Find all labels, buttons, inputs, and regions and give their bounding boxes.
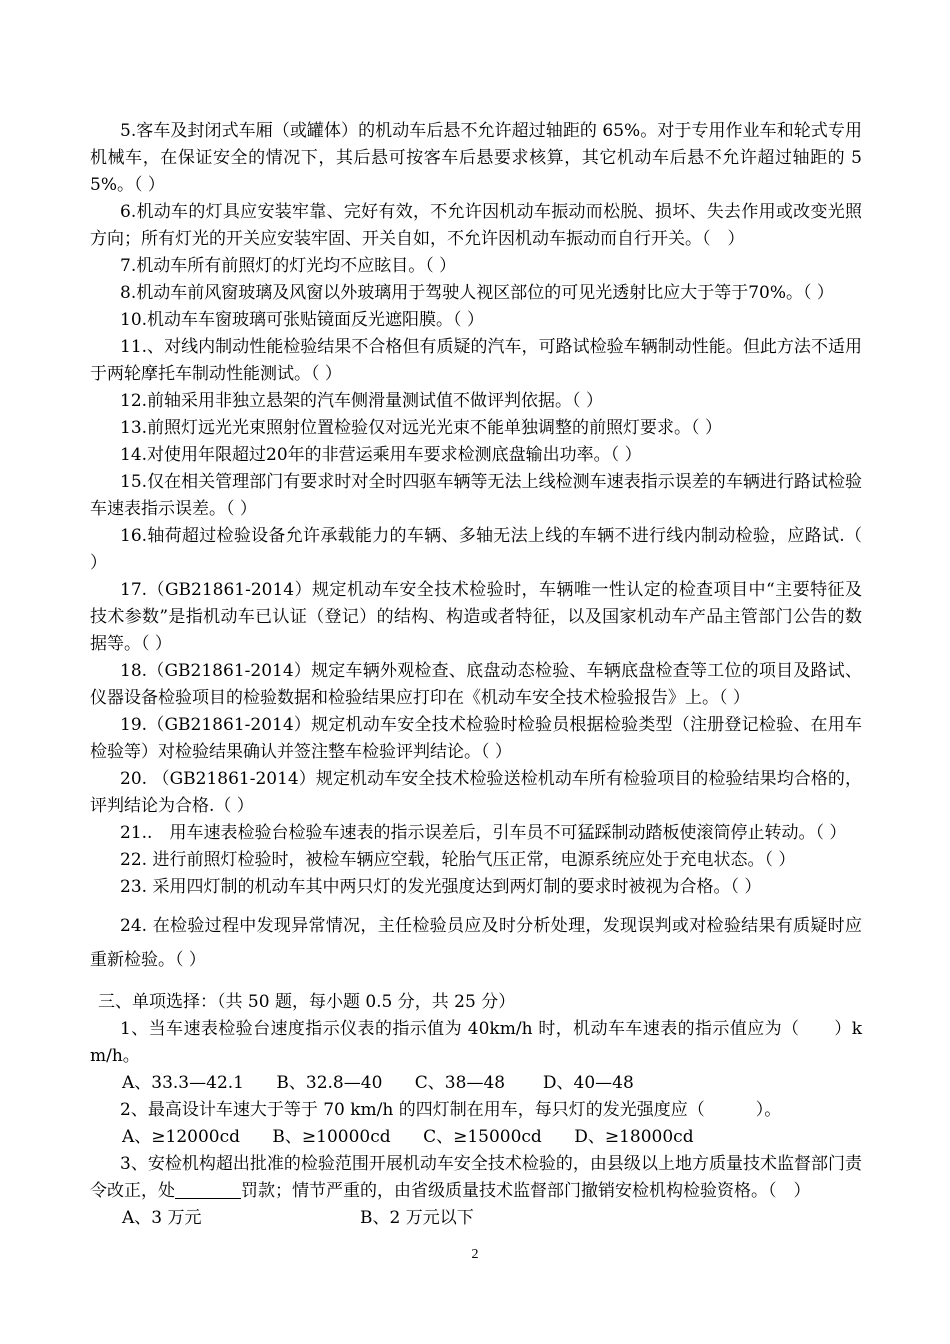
question-18: 18.（GB21861-2014）规定车辆外观检查、底盘动态检验、车辆底盘检查等工位的项目及路试、仪器设备检验项目的检验数据和检验结果应打印在《机动车安全技术检验报告》上。（ ） — [90, 661, 862, 708]
option-b: B、2 万元以下 — [360, 1208, 474, 1228]
answer-blank — [175, 1180, 241, 1199]
question-8: 8.机动车前风窗玻璃及风窗以外玻璃用于驾驶人视区部位的可见光透射比应大于等于70%。（ ） — [120, 283, 834, 303]
question-6: 6.机动车的灯具应安装牢靠、完好有效，不允许因机动车振动而松脱、损坏、失去作用或改变光照方向；所有灯光的开关应安装牢固、开关自如，不允许因机动车振动而自行开关。（ ） — [90, 202, 862, 249]
question-13: 13.前照灯远光光束照射位置检验仅对远光光束不能单独调整的前照灯要求。（ ） — [120, 418, 722, 438]
question-5: 5.客车及封闭式车厢（或罐体）的机动车后悬不允许超过轴距的 65%。对于专用作业车和轮式专用机械车，在保证安全的情况下，其后悬可按客车后悬要求核算，其它机动车后悬不允许超过轴距的 55%。（ ） — [90, 121, 862, 195]
question-21: 21.. 用车速表检验台检验车速表的指示误差后，引车员不可猛踩制动踏板使滚筒停止转动。（ ） — [120, 823, 847, 843]
question-14: 14.对使用年限超过20年的非营运乘用车要求检测底盘输出功率。（ ） — [120, 445, 642, 465]
question-24: 24. 在检验过程中发现异常情况，主任检验员应及时分析处理，发现误判或对检验结果有质疑时应重新检验。（ ） — [90, 916, 862, 970]
question-16: 16.轴荷超过检验设备允许承载能力的车辆、多轴无法上线的车辆不进行线内制动检验，应路试.（ ） — [90, 526, 862, 573]
question-12: 12.前轴采用非独立悬架的汽车侧滑量测试值不做评判依据。（ ） — [120, 391, 603, 411]
mc-question-3-text-before: 3、安检机构超出批准的检验范围开展机动车安全技术检验的，由县级以上地方质量技术监督部门责令改正，处 — [90, 1154, 862, 1201]
question-11: 11.、对线内制动性能检验结果不合格但有质疑的汽车，可路试检验车辆制动性能。但此方法不适用于两轮摩托车制动性能测试。（ ） — [90, 337, 862, 384]
question-7: 7.机动车所有前照灯的灯光均不应眩目。（ ） — [120, 256, 457, 276]
question-23: 23. 采用四灯制的机动车其中两只灯的发光强度达到两灯制的要求时被视为合格。（ ） — [120, 877, 762, 897]
mc-question-2: 2、最高设计车速大于等于 70 km/h 的四灯制在用车，每只灯的发光强度应（ ）。 — [120, 1100, 782, 1120]
question-19: 19.（GB21861-2014）规定机动车安全技术检验时检验员根据检验类型（注册登记检验、在用车检验等）对检验结果确认并签注整车检验评判结论。（ ） — [90, 715, 862, 762]
question-17: 17.（GB21861-2014）规定机动车安全技术检验时，车辆唯一性认定的检查项目中“主要特征及技术参数”是指机动车已认证（登记）的结构、构造或者特征，以及国家机动车产品主管部门公告的数据等。（ ） — [90, 580, 862, 654]
page-content — [90, 118, 862, 1232]
mc-question-3-text-after: 罚款；情节严重的，由省级质量技术监督部门撤销安检机构检验资格。（ ） — [241, 1181, 811, 1201]
mc-question-2-options: A、≥12000cd B、≥10000cd C、≥15000cd D、≥18000cd — [122, 1127, 694, 1147]
mc-question-3-options — [122, 1205, 862, 1232]
question-15: 15.仅在相关管理部门有要求时对全时四驱车辆等无法上线检测车速表指示误差的车辆进行路试检验车速表指示误差。（ ） — [90, 472, 862, 519]
page-number: 2 — [471, 1247, 479, 1262]
mc-question-1-options: A、33.3—42.1 B、32.8—40 C、38—48 D、40—48 — [122, 1073, 634, 1093]
question-22: 22. 进行前照灯检验时，被检车辆应空载，轮胎气压正常，电源系统应处于充电状态。（ ） — [120, 850, 796, 870]
section-heading: 三、单项选择：（共 50 题，每小题 0.5 分，共 25 分） — [98, 992, 516, 1012]
question-20: 20. （GB21861-2014）规定机动车安全技术检验送检机动车所有检验项目的检验结果均合格的，评判结论为合格.（ ） — [90, 769, 862, 816]
option-a: A、3 万元 — [122, 1208, 202, 1228]
question-10: 10.机动车车窗玻璃可张贴镜面反光遮阳膜。（ ） — [120, 310, 484, 330]
mc-question-1: 1、当车速表检验台速度指示仪表的指示值为 40km/h 时，机动车车速表的指示值应为（ ）km/h。 — [90, 1019, 862, 1066]
mc-question-3 — [90, 1151, 862, 1205]
